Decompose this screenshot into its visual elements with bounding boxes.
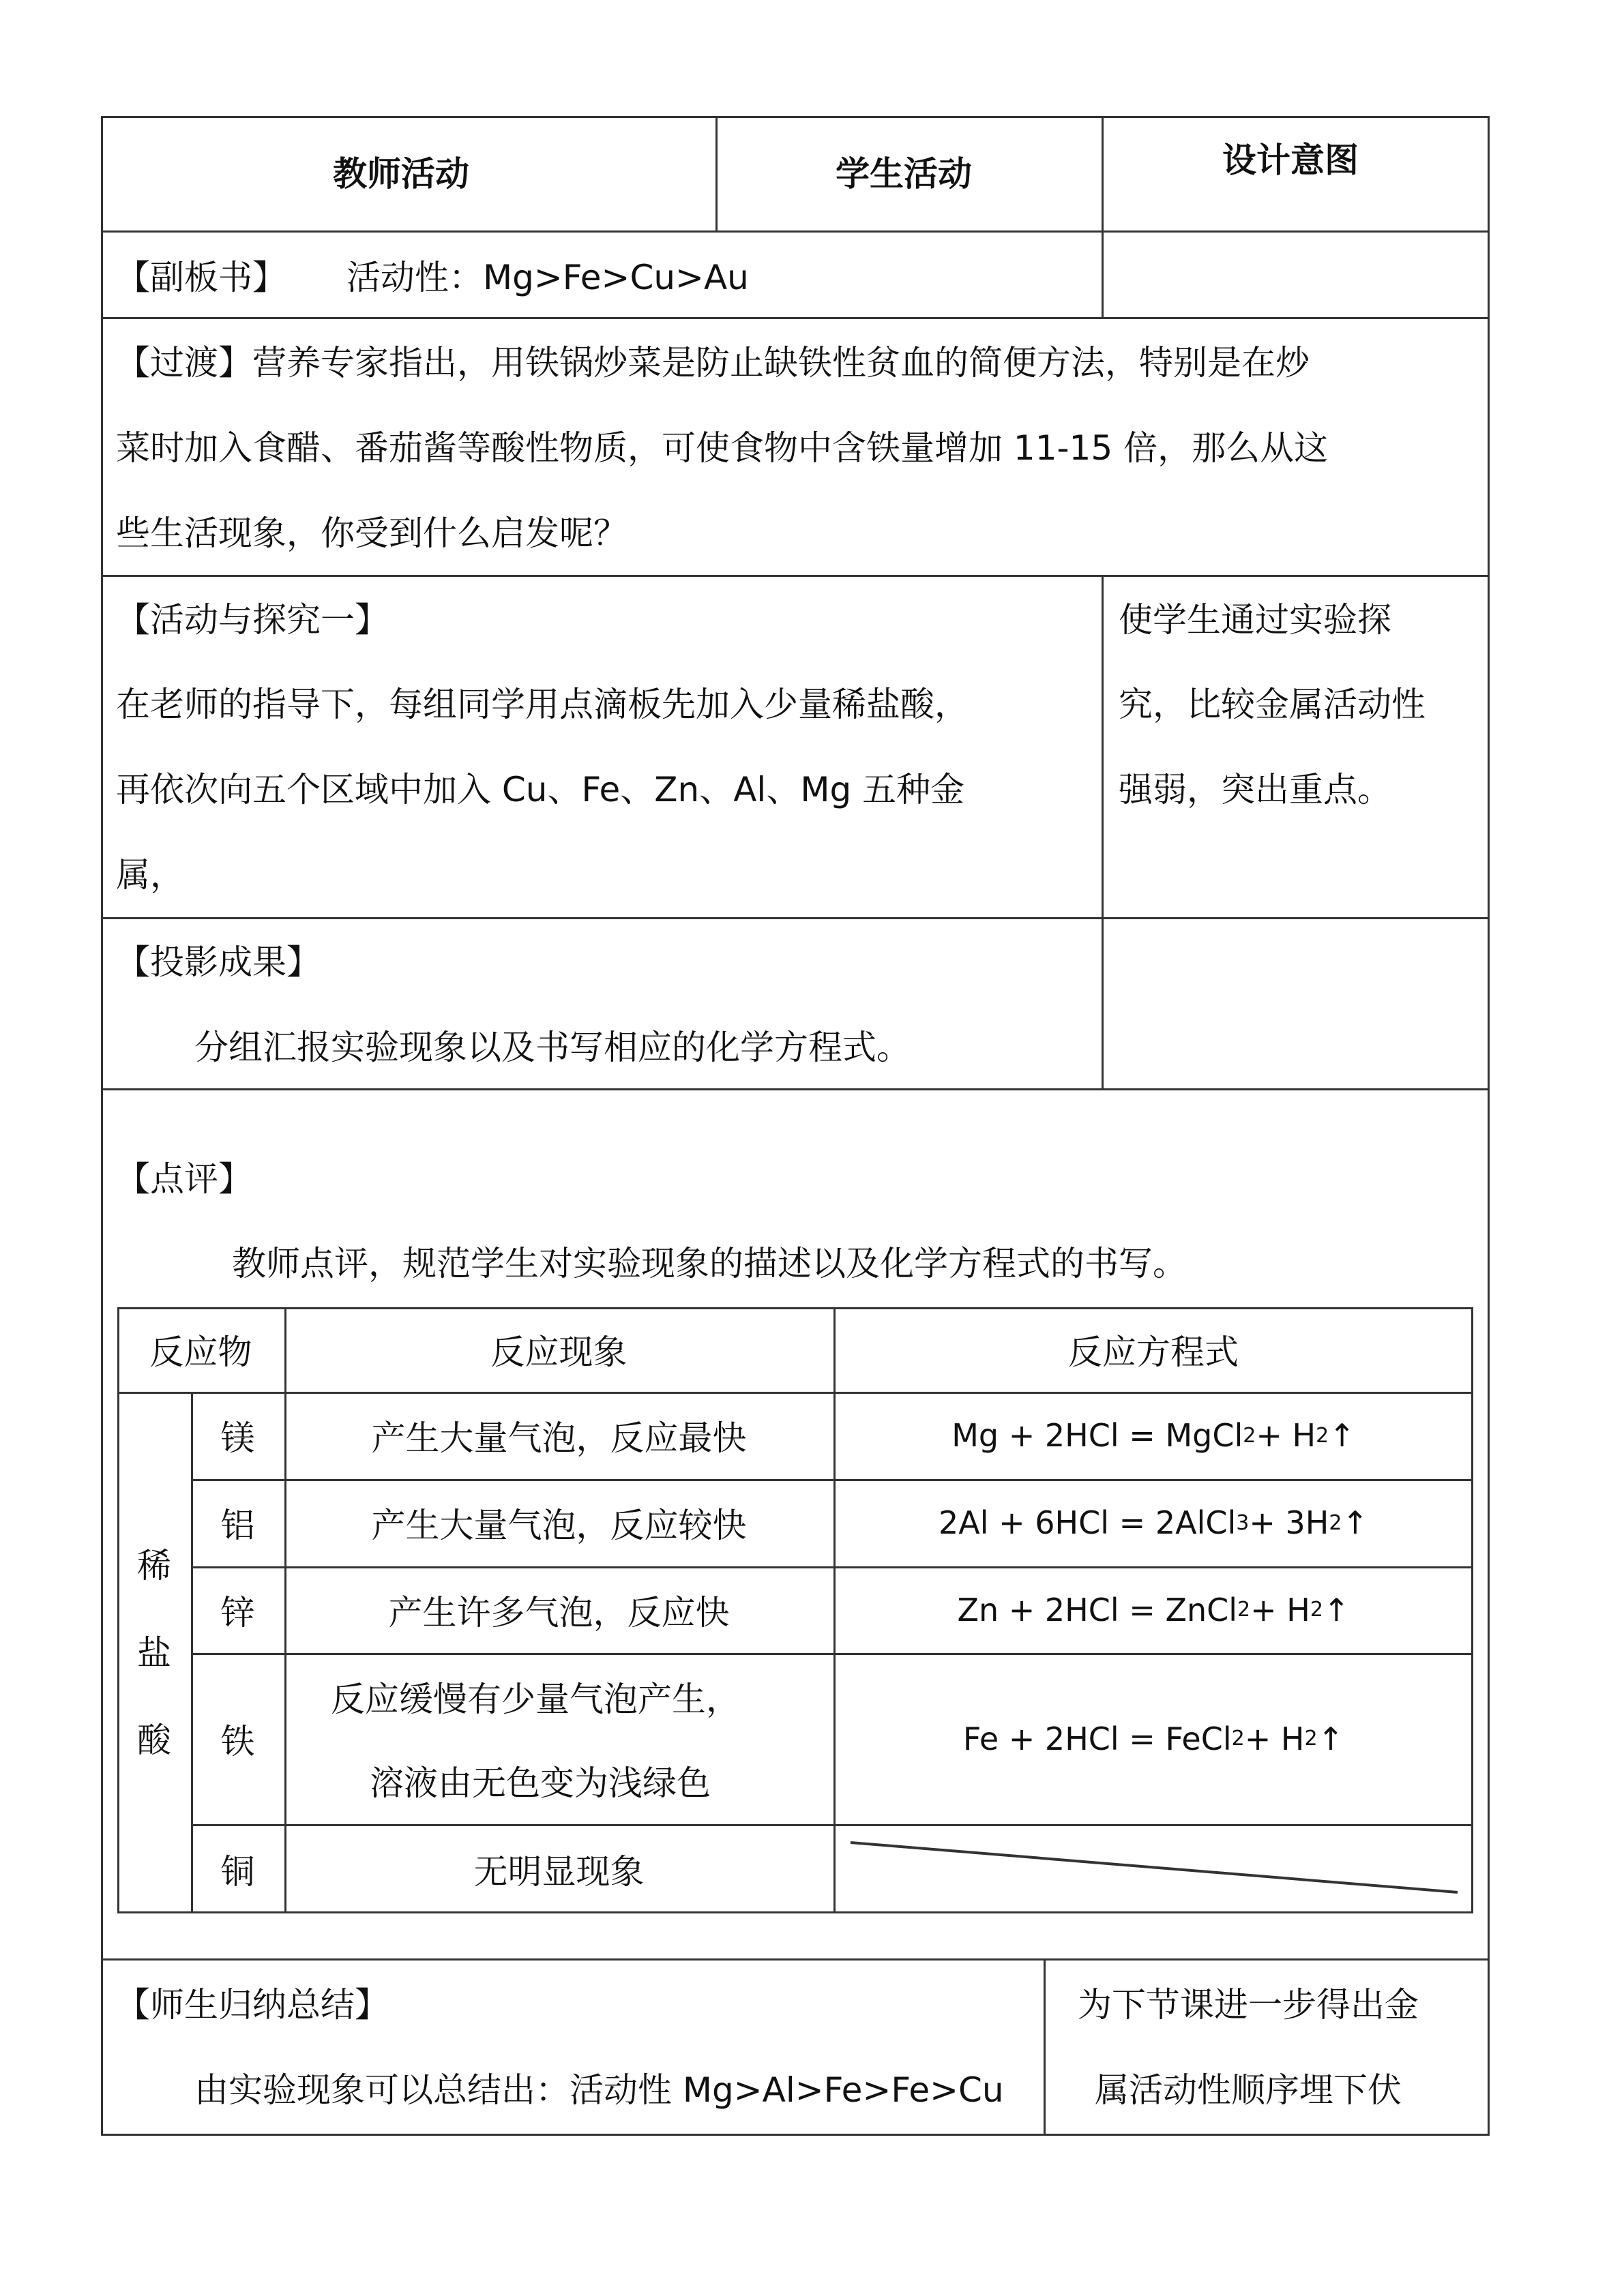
equation-cell	[833, 1392, 1473, 1479]
activity-line-1: 在老师的指导下，每组同学用点滴板先加入少量稀盐酸，	[116, 685, 969, 724]
header-teacher-activity: 教师活动	[333, 154, 469, 194]
equation-subscript: 2	[1316, 1423, 1329, 1448]
equation-subscript: 2	[1237, 1598, 1251, 1622]
col-divider	[715, 116, 718, 232]
metal-cell: 铝	[220, 1506, 255, 1545]
equation-cell	[833, 1566, 1473, 1653]
metal-cell: 铜	[220, 1851, 255, 1892]
gas-arrow-icon: ↑	[1317, 1720, 1344, 1757]
header-design-intent: 设计意图	[1222, 140, 1359, 180]
reagent-char: 盐	[137, 1632, 171, 1673]
col-divider	[1102, 116, 1104, 318]
no-reaction-slash	[833, 1824, 1473, 1913]
row-divider	[101, 1088, 1490, 1090]
transition-line-2: 菜时加入食醋、番茄酱等酸性物质，可使食物中含铁量增加 11-15 倍，那么从这	[116, 428, 1329, 468]
transition-line-1: 【过渡】营养专家指出，用铁锅炒菜是防止缺铁性贫血的简便方法，特别是在炒	[116, 343, 1310, 383]
reagent-char: 稀	[137, 1545, 171, 1585]
phenomenon-cell: 产生大量气泡，反应最快	[371, 1418, 747, 1458]
review-text: 教师点评，规范学生对实验现象的描述以及化学方程式的书写。	[232, 1244, 1187, 1283]
transition-line-3: 些生活现象，你受到什么启发呢？	[116, 513, 628, 553]
sub-board-label: 【副板书】	[116, 258, 286, 297]
metal-cell: 锌	[220, 1592, 255, 1632]
summary-title: 【师生归纳总结】	[116, 1985, 389, 2025]
equation-part: + H	[1256, 1417, 1316, 1454]
row-divider	[101, 317, 1490, 319]
review-title: 【点评】	[116, 1159, 252, 1199]
phenomenon-cell: 产生许多气泡，反应快	[388, 1592, 730, 1632]
equation-part: Zn + 2HCl = ZnCl	[957, 1591, 1238, 1628]
equation-part: + H	[1244, 1720, 1305, 1757]
row-divider	[101, 917, 1490, 919]
equation-part: + H	[1250, 1591, 1310, 1628]
phenomenon-line: 溶液由无色变为浅绿色	[370, 1763, 711, 1803]
equation-subscript: 2	[1329, 1510, 1342, 1535]
reaction-header-phenomenon: 反应现象	[490, 1332, 628, 1372]
equation-subscript: 2	[1304, 1727, 1318, 1750]
activity-line-2: 再依次向五个区域中加入 Cu、Fe、Zn、Al、Mg 五种金	[116, 770, 965, 809]
activity-intent-line-1: 使学生通过实验探	[1119, 600, 1391, 640]
summary-intent-line-2: 属活动性顺序埋下伏	[1095, 2070, 1402, 2110]
equation-subscript: 2	[1243, 1423, 1256, 1448]
summary-intent-line-1: 为下节课进一步得出金	[1078, 1985, 1419, 2025]
phenomenon-line: 反应缓慢有少量气泡产生，	[331, 1680, 740, 1719]
equation-subscript: 3	[1236, 1510, 1250, 1535]
equation-part: Fe + 2HCl = FeCl	[962, 1720, 1232, 1757]
equation-subscript: 2	[1310, 1598, 1323, 1622]
activity-title: 【活动与探究一】	[116, 600, 389, 640]
gas-arrow-icon: ↑	[1323, 1591, 1350, 1628]
metal-cell: 铁	[220, 1721, 255, 1761]
reaction-header-reactant: 反应物	[149, 1332, 252, 1372]
reaction-header-equation: 反应方程式	[1068, 1332, 1239, 1372]
summary-text: 由实验现象可以总结出：活动性 Mg>Al>Fe>Fe>Cu	[194, 2070, 1004, 2110]
gas-arrow-icon: ↑	[1342, 1504, 1369, 1541]
equation-part: 2Al + 6HCl = 2AlCl	[938, 1504, 1237, 1541]
equation-cell	[833, 1479, 1473, 1566]
gas-arrow-icon: ↑	[1329, 1417, 1355, 1454]
metal-cell: 镁	[220, 1418, 255, 1458]
col-divider	[1044, 1958, 1046, 2136]
col-divider	[1102, 575, 1104, 1090]
activity-line-3: 属，	[116, 855, 184, 895]
projection-text: 分组汇报实验现象以及书写相应的化学方程式。	[194, 1028, 911, 1067]
activity-intent-line-3: 强弱，突出重点。	[1119, 770, 1391, 809]
activity-intent-line-2: 究，比较金属活动性	[1119, 685, 1426, 724]
reagent-char: 酸	[137, 1720, 171, 1760]
row-divider	[101, 575, 1490, 577]
row-divider	[101, 1958, 1490, 1960]
sub-board-text: 活动性：Mg>Fe>Cu>Au	[346, 258, 749, 297]
reagent-dilute-hcl	[117, 1392, 191, 1913]
row-divider	[101, 230, 1490, 233]
phenomenon-cell: 无明显现象	[473, 1851, 645, 1892]
header-student-activity: 学生活动	[836, 154, 972, 194]
equation-subscript: 2	[1231, 1727, 1245, 1750]
equation-cell	[833, 1653, 1473, 1824]
equation-part: + 3H	[1249, 1504, 1329, 1541]
equation-part: Mg + 2HCl = MgCl	[951, 1417, 1243, 1454]
phenomenon-cell: 产生大量气泡，反应较快	[371, 1506, 747, 1545]
projection-title: 【投影成果】	[116, 942, 321, 982]
